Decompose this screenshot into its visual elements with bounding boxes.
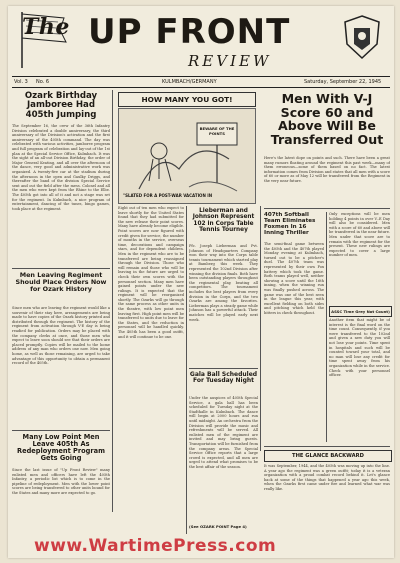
column-rule-left (112, 90, 113, 512)
rule-left-2 (12, 430, 110, 431)
article-ozark-body: The September 16, the crew of the 36th Infantry Division celebrated a double anniversary, the third anniversary of the Division's activation and the first anniversary of the 405th command. The day was celebrated with various activities, jamboree program and full program of celebration and lay-out of the 1st plan at the Special Service Office, Kulmbach. It was the sight of an all-out Division Birthday, the order of Major General Keating, and all over the afternoon of the dance, very good and administrative work was organized. A twenty-five car at the stadium during the afternoon in the open and Gaulky Driggs, and thereafter the band of the division Special Service sent and out the field after the mess. Colonel and all the men who were kept from the Rhine to the Elbe. The 405th got into all of it and not a stage was set for the regiment. In Kulmbach, a nice program of entertainment, dancing of the tunes, bingo games, took place at the regiment. (12, 124, 110, 211)
issue-date: Saturday, September 22, 1945 (304, 79, 382, 85)
issue-number: No. 6 (36, 79, 50, 85)
article-tennis-body: Pfc. Joseph Lieberman and Pvt. Johnson of Headquarters Company won their way into the Corps table tennis tournament which started play at Bamberg this week. They represented the 102nd Division after winning the division finals. Both have been outstanding players throughout the regimental play, beating all competitors. The tournament includes the best players from every division in the Corps, and the two Ozarks are among the favorites. Lieberman plays a steady game while Johnson has a powerful attack. Their matches will be played early next week. (189, 244, 258, 322)
headline-gala-ball: Gala Ball Scheduled For Tuesday Night (189, 371, 258, 385)
rule-right-2 (264, 446, 390, 447)
rule-right-1 (264, 208, 390, 209)
masthead-the: The (22, 14, 70, 40)
newspaper-page (8, 6, 394, 558)
rule-left-1 (12, 268, 110, 269)
article-softball-body: The semi-final game between the 405th and the 407th played Monday evening at Kulmbach, turned out to be a pitcher's duel. The 407th team was represented by their own Fox battery which took the game. Both teams played well, neither showing a score until the 16th inning, when the winning run was finally pushed across. The game was one of the best seen in the league this year, with excellent fielding on both sides and pitching which held the hitters in check throughout. (264, 242, 324, 315)
article-points-body: Eight out of ten men who expect to leave shortly for the United States found that they had submitted for the new release their point scores. Many have already become eligible. Point scores are now figured with credit given for service, the number of months in the service, overseas time, decorations and campaign stars, and for dependent children. Men in the regiment who are to be transferred are being reassigned through the Division. Those who will remain and those who will be leaving in the future are urged to check their own scores with the personnel section. Many men have gained points under the new rulings. It is expected that the regiment will be reorganized shortly. The Ozarks will go through the same process as other units in the theatre, with low point men leaving first. High point men will be transferred to units due to leave for the States, and the reduction in personnel will be handled quickly. The 405th has been a good outfit, and it will continue to be one. (118, 206, 184, 339)
article-vj-continued: Only exceptions will be men holding 4 points in over V–E Day will also be considered. Men with a score of 60 and above will be transferred in the near future. Men under that score are to remain with the regiment for the present. These new rulings are expected to cover a large number of men. (329, 212, 390, 258)
place-line: KULMBACH/GERMANY (162, 79, 217, 85)
headline-table-tennis: Lieberman and Johnson Represent 102 in Corps Table Tennis Tourney (192, 208, 255, 233)
cartoon-caption: "SLATED FOR A POST-WAR VACATION IN (123, 193, 213, 198)
masthead-subtitle: REVIEW (188, 52, 272, 70)
article-vj-lead: Here's the latest dope on points and such. There have been a great many rumors floating around the regiment this past week—many of them erroneous—some of them based on no fact. The latest information comes from Division and states that all men with a score of 60 or more as of May 12 will be transferred from the Regiment in the very near future. (264, 156, 390, 183)
cartoon-sign: BEWARE OF THE POINTS (199, 126, 235, 136)
info-bar (12, 76, 390, 88)
headline-low-point-men: Many Low Point Men Leave 405th As Redeployment Program Gets Going (17, 433, 105, 463)
glance-backward-heading: THE GLANCE BACKWARD (264, 450, 392, 462)
see-ozark-point: (See OZARK POINT Page 4) (189, 524, 247, 529)
cartoon-drawing-icon (119, 109, 255, 203)
column-rule-far-right (326, 212, 327, 442)
watermark-text: www.WartimePress.com (34, 536, 277, 556)
volume-number: Vol. 3 (14, 79, 28, 85)
cartoon-title: HOW MANY YOU GOT! (118, 92, 256, 107)
headline-ozark-birthday: Ozark Birthday Jamboree Had 405th Jumping (24, 91, 98, 120)
article-time-body: Another item that might be of interest is the final word on the time count. Consequently, if you were transferred to the 102nd and given a new duty you will not lose your points. Time spent in hospitals and such will be counted toward your total, and no man will lose any credit for time spent away from his organization while in the service. Check with your personnel officer. (329, 318, 390, 378)
column-rule-center (186, 206, 187, 534)
article-ozark-history-body: Since men who are leaving the regiment would like a souvenir of their stay here, arrangements are being made to have copies of the Ozark history printed and distributed through the regiment. The history of the regiment from activation through V-E day is being readied for publication. Orders may be placed with the company clerks at once, and those men who expect to leave soon should see that their orders are placed promptly. Copies will be mailed to the home address of any man who orders one now. Men going home, as well as those remaining, are urged to take advantage of this opportunity to obtain a permanent record of the 405th. (12, 306, 110, 366)
article-glance-body: It was September, 1944, and the 405th was moving up into the line. A year ago the regiment was a green outfit; today it is a veteran organization with a proud combat record behind it. Let's glance back at some of the things that happened a year ago this week, when the Ozarks first came under fire and learned what war was really like. (264, 464, 390, 491)
cartoon-image (118, 108, 256, 204)
masthead-title: UP FRONT (88, 12, 291, 52)
rule-center-1 (189, 368, 258, 369)
headline-vj-score: Men With V-J Score 60 and Above Will Be Transferred Out (270, 91, 384, 147)
division-emblem-icon (342, 14, 382, 60)
column-rule-right (260, 206, 261, 451)
headline-softball: 407th Softball Team Eliminates Foxmen In 16 Inning Thriller (264, 212, 316, 237)
article-low-point-body: Since the last issue of "Up Front Review" many enlisted men and officers have left the 405th Infantry, a periodic list which is to come in the pipeline of redeployment. Men with the lower point scores are being transferred to other units bound for the States and many more are expected to go. (12, 468, 110, 495)
headline-ozark-history: Men Leaving Regiment Should Place Orders Now for Ozark History (15, 271, 107, 293)
box-time-grey: ASSC Time Grey Not Count) (329, 306, 392, 317)
article-gala-body: Under the auspices of 405th Special Service, a gala ball has been scheduled for Tuesday night at the Stadthalle in Kulmbach. The dance will begin at 2000 hours and run until midnight. An orchestra from the Division will provide the music and refreshments will be served. All enlisted men of the regiment are invited and may bring guests. Transportation will be furnished from the company areas. The Special Service Office reports that a large crowd is expected, and all men are urged to attend what promises to be the best affair of the season. (189, 396, 258, 469)
